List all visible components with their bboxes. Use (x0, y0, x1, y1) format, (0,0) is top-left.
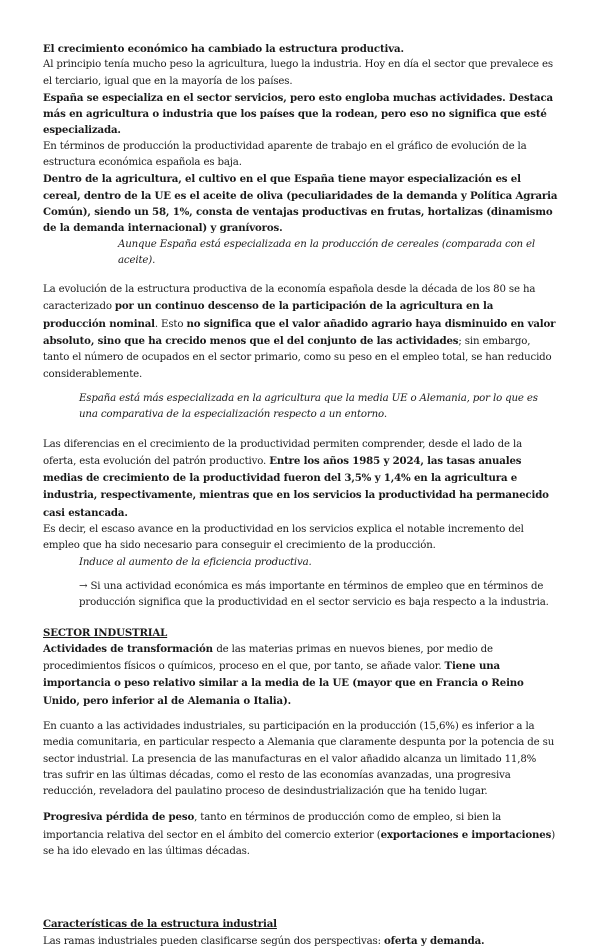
text-run-bold: Actividades de transformación (43, 642, 217, 655)
text-run: . Esto (154, 318, 187, 330)
note-efficiency: Induce al aumento de la eficiencia productiva. (79, 556, 312, 568)
document-page (43, 41, 558, 950)
text-run: La evolución de la estructura productiva (43, 284, 250, 296)
text-run-bold: no significa que el valor añadido agrario haya disminuido en valor absoluto, sino que ha crecido menos que el del conjunto de las actividades (43, 317, 556, 348)
paragraph-arrow-note: → Si una actividad económica es más importante en términos de empleo que en términos de producción significa que la productividad en el sector servicio es baja respecto a la industria. (79, 580, 549, 609)
paragraph-industrial-definition (43, 641, 558, 710)
text-run-bold: oferta y demanda. (383, 934, 485, 947)
text-run-bold: Progresiva pérdida de peso (43, 811, 195, 824)
quote-specialization: España está más especializada en la agricultura que la media UE o Alemania, por lo que es una comparativa de la especialización respecto a un entorno. (79, 392, 538, 421)
paragraph-services-productivity: Es decir, el escaso avance en la productividad en los servicios explica el notable incremento del empleo que ha sido necesario para conseguir el crecimiento de la producción. (43, 524, 524, 552)
text-run-bold: Tiene una importancia o peso relativo similar a la media de la UE (mayor que en Francia o Reino Unido, pero inferior al de Alemania o Italia). (43, 660, 524, 707)
heading-industrial-structure: Características de la estructura industrial (43, 918, 277, 931)
text-run: Las diferencias en el crecimiento de la productividad permiten comprender, desde el lado de la oferta, esta evolución del patrón productivo. (43, 438, 522, 467)
paragraph-weight-loss (43, 809, 558, 860)
text-run: ; sin embargo, tanto el número de ocupados en el sector primario, como su peso en el empleo total, se han reducido considerablemente. (43, 336, 552, 380)
paragraph-services-specialization: España se especializa en el sector servicios, pero esto engloba muchas actividades. Destaca más en agricultura o industria que los países que la rodean, pero eso no significa que esté especializada. (43, 91, 553, 137)
paragraph-agriculture: Dentro de la agricultura, el cultivo en el que España tiene mayor especialización es el cereal, dentro de la UE es el aceite de oliva (peculiaridades de la demanda y Política Agraria Común), siendo un 58, 1%, consta de ventajas productivas en frutas, hortalizas (dinamismo de la demanda internacional) y granívoros. (43, 173, 558, 235)
paragraph-industrial-participation: En cuanto a las actividades industriales, su participación en la producción (15,6%) es inferior a la media comunitaria, en particular respecto a Alemania que claramente despunta por la potencia de su sector industrial. La presencia de las manufacturas en el valor añadido alcanza un limitado 11,8% tras sufrir en las últimas décadas, como el resto de las economías avanzadas, una progresiva reducción, reveladora del paulatino proceso de desindustrialización que ha tenido lugar. (43, 720, 555, 798)
heading-sector-industrial: SECTOR INDUSTRIAL (43, 626, 168, 639)
text-run: ) se ha ido elevado en las últimas décadas. (43, 829, 556, 858)
paragraph-history: Al principio tenía mucho peso la agricultura, luego la industria. Hoy en día el sector que prevalece es el terciario, igual que en la mayoría de los países. (43, 59, 553, 87)
text-run-bold: Entre los años 1985 y 2024, las tasas anuales medias de crecimiento de la productividad fueron del 3,5% y 1,4% en la agricultura e industria, respectivamente, mientras que en los servicios la productividad ha permanecido casi estancada. (43, 454, 549, 519)
text-run: Las ramas industriales pueden clasificarse según dos perspectivas: (43, 935, 384, 947)
paragraph-branches (43, 933, 558, 950)
text-run-bold: por un continuo descenso de la participación de la agricultura en la producción nominal (43, 300, 494, 330)
paragraph-growth-title: El crecimiento económico ha cambiado la estructura productiva. (43, 43, 404, 55)
text-run: , tanto en términos de producción como de empleo, si bien la importancia relativa del sector en el ámbito del comercio exterior ( (43, 812, 502, 841)
text-run-bold: exportaciones e importaciones (380, 828, 552, 841)
paragraph-evolution (43, 282, 558, 383)
text-run: de la economía española desde la década de los 80 se ha caracterizado (43, 284, 536, 313)
note-cereals: Aunque España está especializada en la producción de cereales (comparada con el aceite). (118, 238, 536, 266)
text-run: de las materias primas en nuevos bienes, por medio de procedimientos físicos o químicos, proceso en el que, por tanto, se añade valor. (43, 643, 493, 673)
paragraph-productivity-differences (43, 437, 558, 522)
paragraph-productivity: En términos de producción la productividad aparente de trabajo en el gráfico de evolución de la estructura económica española es baja. (43, 140, 527, 169)
